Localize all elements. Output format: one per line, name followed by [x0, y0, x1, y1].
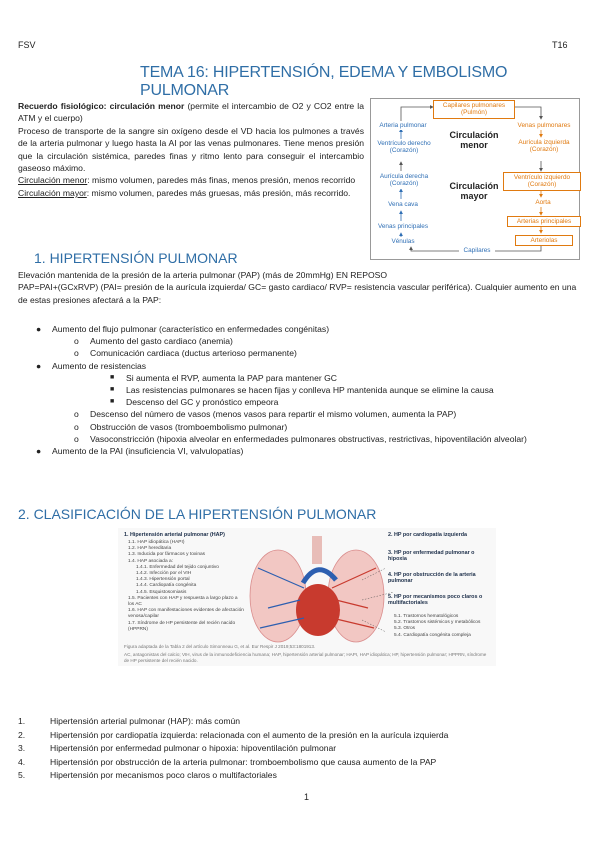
venas-pulmonares-node: Venas pulmonares	[511, 121, 577, 130]
proceso-text: Proceso de transporte de la sangre sin oxígeno desde el VD hacia los pulmones a través de la arteria pulmonar y luego hasta la AI por las venas pulmonares. Tiene menos presión que la circulación sistémica, paredes finas y ritmo lento para conseguir el intercambio gaseoso máximo.	[18, 125, 364, 174]
list-item: ● Aumento del flujo pulmonar (característico en enfermedades congénitas)	[36, 324, 330, 334]
aorta-node: Aorta	[521, 198, 565, 207]
mayor-label: Circulación mayor	[18, 187, 87, 198]
list-item: 2. Hipertensión por cardiopatía izquierda: relacionada con el aumento de la presión en la aurícula izquierda	[18, 729, 449, 740]
recuerdo-text: (permite el intercambio de O2 y CO2 entre la ATM y el cuerpo)	[18, 101, 364, 124]
section1-intro	[18, 269, 583, 306]
fig-caption: Figura adaptada de la Tabla 2 del artículo Simonneau G, et al. Eur Respir J 2019;53:1801913.	[124, 644, 316, 649]
circle-bullet-icon: o	[74, 433, 79, 444]
page-title: TEMA 16: HIPERTENSIÓN, EDEMA Y EMBOLISMO PULMONAR	[140, 64, 508, 99]
list-item: 4. Hipertensión por obstrucción de la arteria pulmonar: tromboembolismo que causa aumento de la PAP	[18, 756, 437, 767]
page-number: 1	[304, 792, 310, 802]
square-bullet-icon: ■	[110, 373, 115, 381]
list-item: 3. Hipertensión por enfermedad pulmonar o hipoxia: hipoventilación pulmonar	[18, 743, 337, 754]
capilares-pulmonares-node: Capilares pulmonares (Pulmón)	[433, 100, 515, 119]
fig-group-1-list: 1.1. HAP idiopática (HAPI) 1.2. HAP hereditaria 1.3. Inducida por fármacos y toxinas 1.4. HAP asociada a: 1.4.1. Enfermedad del tejido conjuntivo 1.4.2. Infección por el VIH 1.4.3. Hipertensión portal 1.4.4. Cardiopatía congénita 1.4.5. Esquistosomiasis 1.5. Pacientes con HAP y respuesta a largo plazo a los AC 1.6. HAP con manifestaciones evidentes de afectación venosa/capilar 1.7. Síndrome de HP persistente del recién nacido (HPPRN)	[128, 540, 244, 632]
recuerdo-label: Recuerdo fisiológico: circulación menor	[18, 101, 185, 111]
list-item: ■ Descenso del GC y pronóstico empeora	[110, 397, 279, 408]
bullet-icon: ●	[36, 446, 42, 457]
menor-text: : mismo volumen, paredes más finas, menos presión, menos recorrido	[87, 175, 356, 186]
list-item: o Comunicación cardiaca (ductus arterioso permanente)	[74, 348, 297, 359]
menor-label: Circulación menor	[18, 175, 88, 186]
venulas-node: Vénulas	[381, 237, 425, 246]
circle-bullet-icon: o	[74, 421, 79, 432]
header-right: T16	[552, 40, 568, 50]
mayor-text: : mismo volumen, paredes más gruesas, más presión, más recorrido.	[86, 187, 351, 198]
ventriculo-derecho-node: Ventrículo derecho (Corazón)	[373, 139, 435, 156]
fig-group-3: 3. HP por enfermedad pulmonar o hipoxia	[388, 550, 475, 563]
list-item: ● Aumento de resistencias	[36, 360, 147, 371]
circulacion-mayor-label: Circulación mayor	[449, 181, 499, 201]
section2-heading: 2. CLASIFICACIÓN DE LA HIPERTENSIÓN PULMONAR	[18, 506, 377, 522]
arteriolas-node: Arteriolas	[515, 235, 573, 246]
section1-p1: Elevación mantenida de la presión de la arteria pulmonar (PAP) (más de 20mmHg) EN REPOSO	[18, 270, 388, 280]
fig-group-4: 4. HP por obstrucción de la arteria pulmonar	[388, 572, 476, 585]
auricula-izquierda-node: Aurícula izquierda (Corazón)	[511, 138, 577, 155]
header-left: FSV	[18, 40, 36, 50]
fig-group-5: 5. HP por mecanismos poco claros o multifactoriales	[388, 594, 483, 607]
list-item: o Obstrucción de vasos (tromboembolismo pulmonar)	[74, 421, 288, 432]
vena-cava-node: Vena cava	[379, 200, 427, 209]
list-item: o Descenso del número de vasos (menos vasos para repartir el mismo volumen, aumenta la PAP)	[74, 409, 457, 420]
section1-list	[36, 323, 584, 457]
arteria-pulmonar-node: Arteria pulmonar	[373, 121, 433, 130]
intro-block	[18, 100, 364, 199]
list-item: 1. Hipertensión arterial pulmonar (HAP): más común	[18, 716, 241, 726]
bullet-icon: ●	[36, 360, 42, 371]
list-item: o Vasoconstricción (hipoxia alveolar en enfermedades pulmonares obstructivas, restrictivas, hipoventilación alveolar)	[74, 433, 527, 444]
fig-group-5-list: 5.1. Trastornos hematológicos 5.2. Trastornos sistémicos y metabólicos 5.3. Otros 5.4. Cardiopatía congénita compleja	[394, 614, 481, 638]
bullet-icon: ●	[36, 324, 42, 334]
capilares-node: Capilares	[459, 246, 495, 255]
list-item: 5. Hipertensión por mecanismos poco claros o multifactoriales	[18, 770, 277, 781]
section1-p2: PAP=PAI+(GCxRVP) (PAI= presión de la aurícula izquierda/ GC= gasto cardiaco/ RVP= resistencia vascular periférica). Cualquier aumento en una de estas presiones afectará a la PAP:	[18, 282, 577, 305]
list-item: ● Aumento de la PAI (insuficiencia VI, valvulopatías)	[36, 446, 244, 457]
section1-heading: 1. HIPERTENSIÓN PULMONAR	[34, 250, 238, 266]
circle-bullet-icon: o	[74, 336, 79, 347]
circulation-diagram	[370, 98, 580, 260]
arterias-principales-node: Arterias principales	[507, 216, 581, 227]
square-bullet-icon: ■	[110, 386, 115, 394]
classification-figure	[118, 528, 496, 666]
square-bullet-icon: ■	[110, 398, 115, 406]
list-item: ■ Las resistencias pulmonares se hacen fijas y conlleva HP mantenida aunque se elimine la causa	[110, 385, 494, 396]
auricula-derecha-node: Aurícula derecha (Corazón)	[373, 172, 435, 189]
venas-principales-node: Venas principales	[373, 222, 433, 231]
section2-list	[18, 715, 448, 783]
fig-abbreviations: AC, antagonistas del calcio; VIH, virus de la inmunodeficiencia humana; HAP, hipertensión arterial pulmonar; HAPI, HAP idiopática; HP, hipertensión pulmonar; HPPRN, síndrome de HP persistente del recién nacido.	[124, 652, 487, 663]
circle-bullet-icon: o	[74, 348, 79, 359]
circulacion-menor-label: Circulación menor	[449, 130, 499, 150]
ventriculo-izquierdo-node: Ventrículo izquierdo (Corazón)	[503, 172, 581, 191]
list-item: ■ Si aumenta el RVP, aumenta la PAP para mantener GC	[110, 372, 337, 383]
fig-group-2: 2. HP por cardiopatía izquierda	[388, 532, 467, 538]
fig-group-1: 1. Hipertensión arterial pulmonar (HAP)	[124, 532, 225, 538]
circle-bullet-icon: o	[74, 409, 79, 420]
list-item: o Aumento del gasto cardiaco (anemia)	[74, 336, 233, 347]
